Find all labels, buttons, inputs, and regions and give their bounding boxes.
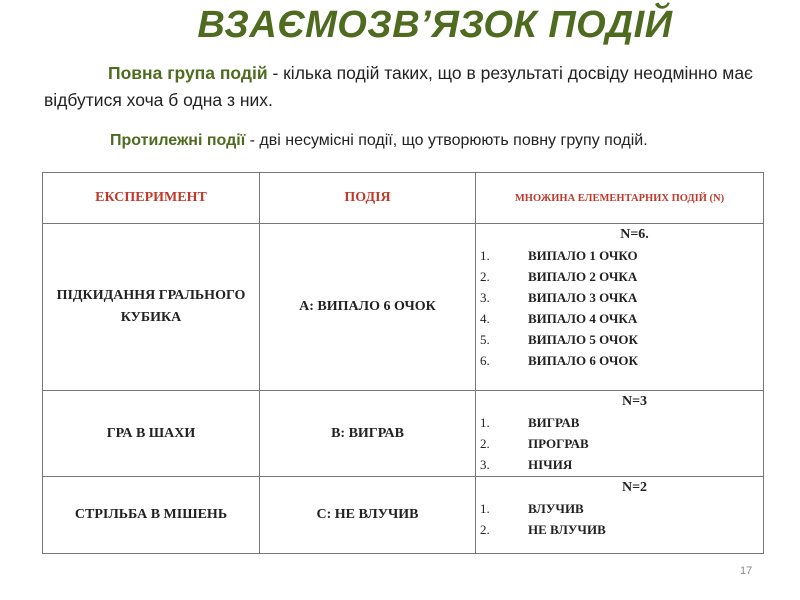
definition-opposite-events xyxy=(48,130,758,152)
list-item: 3. НІЧИЯ xyxy=(480,457,573,472)
table-row xyxy=(43,224,764,391)
list-item: 2. ПРОГРАВ xyxy=(480,436,589,451)
list-item: 5. ВИПАЛО 5 ОЧОК xyxy=(480,332,638,347)
definition-text: - дві несумісні події, що утворюють повну групу подій. xyxy=(245,132,648,149)
list-item: 2. ВИПАЛО 2 ОЧКА xyxy=(480,269,638,284)
elements-cell xyxy=(476,224,764,391)
list-item: 3. ВИПАЛО 3 ОЧКА xyxy=(480,290,638,305)
event-cell: В: ВИГРАВ xyxy=(260,391,476,477)
list-item: 1. ВЛУЧИВ xyxy=(480,501,584,516)
definition-term: Повна група подій xyxy=(108,63,268,83)
events-table xyxy=(42,172,764,554)
list-item: 2. НЕ ВЛУЧИВ xyxy=(480,522,606,537)
page-number: 17 xyxy=(740,565,753,577)
table-row xyxy=(43,391,764,477)
list-item: 6. ВИПАЛО 6 ОЧОК xyxy=(480,353,638,368)
table-header-row xyxy=(43,173,764,224)
n-value: N=3 xyxy=(621,394,648,409)
event-cell: А: ВИПАЛО 6 ОЧОК xyxy=(260,224,476,391)
experiment-cell: ГРА В ШАХИ xyxy=(43,391,260,477)
header-elementary-set: МНОЖИНА ЕЛЕМЕНТАРНИХ ПОДІЙ (N) xyxy=(476,173,764,224)
list-item: 1. ВИГРАВ xyxy=(480,415,580,430)
definition-term: Протилежні події xyxy=(110,132,246,149)
experiment-cell: ПІДКИДАННЯ ГРАЛЬНОГО КУБИКА xyxy=(43,224,260,391)
experiment-cell: СТРІЛЬБА В МІШЕНЬ xyxy=(43,477,260,554)
elements-cell xyxy=(476,391,764,477)
slide-title: ВЗАЄМОЗВ’ЯЗОК ПОДІЙ xyxy=(197,4,673,46)
list-item: 4. ВИПАЛО 4 ОЧКА xyxy=(480,311,638,326)
table-row xyxy=(43,477,764,554)
header-experiment: ЕКСПЕРИМЕНТ xyxy=(43,173,260,224)
list-item: 1. ВИПАЛО 1 ОЧКО xyxy=(480,248,638,263)
n-value: N=2 xyxy=(621,480,648,495)
header-event: ПОДІЯ xyxy=(260,173,476,224)
elements-cell xyxy=(476,477,764,554)
definition-text: - кілька подій таких, що в результаті досвіду неодмінно має відбутися хоча б одна з них. xyxy=(44,63,753,110)
n-value: N=6. xyxy=(620,227,649,242)
event-cell: С: НЕ ВЛУЧИВ xyxy=(260,477,476,554)
definition-complete-group xyxy=(44,60,774,114)
